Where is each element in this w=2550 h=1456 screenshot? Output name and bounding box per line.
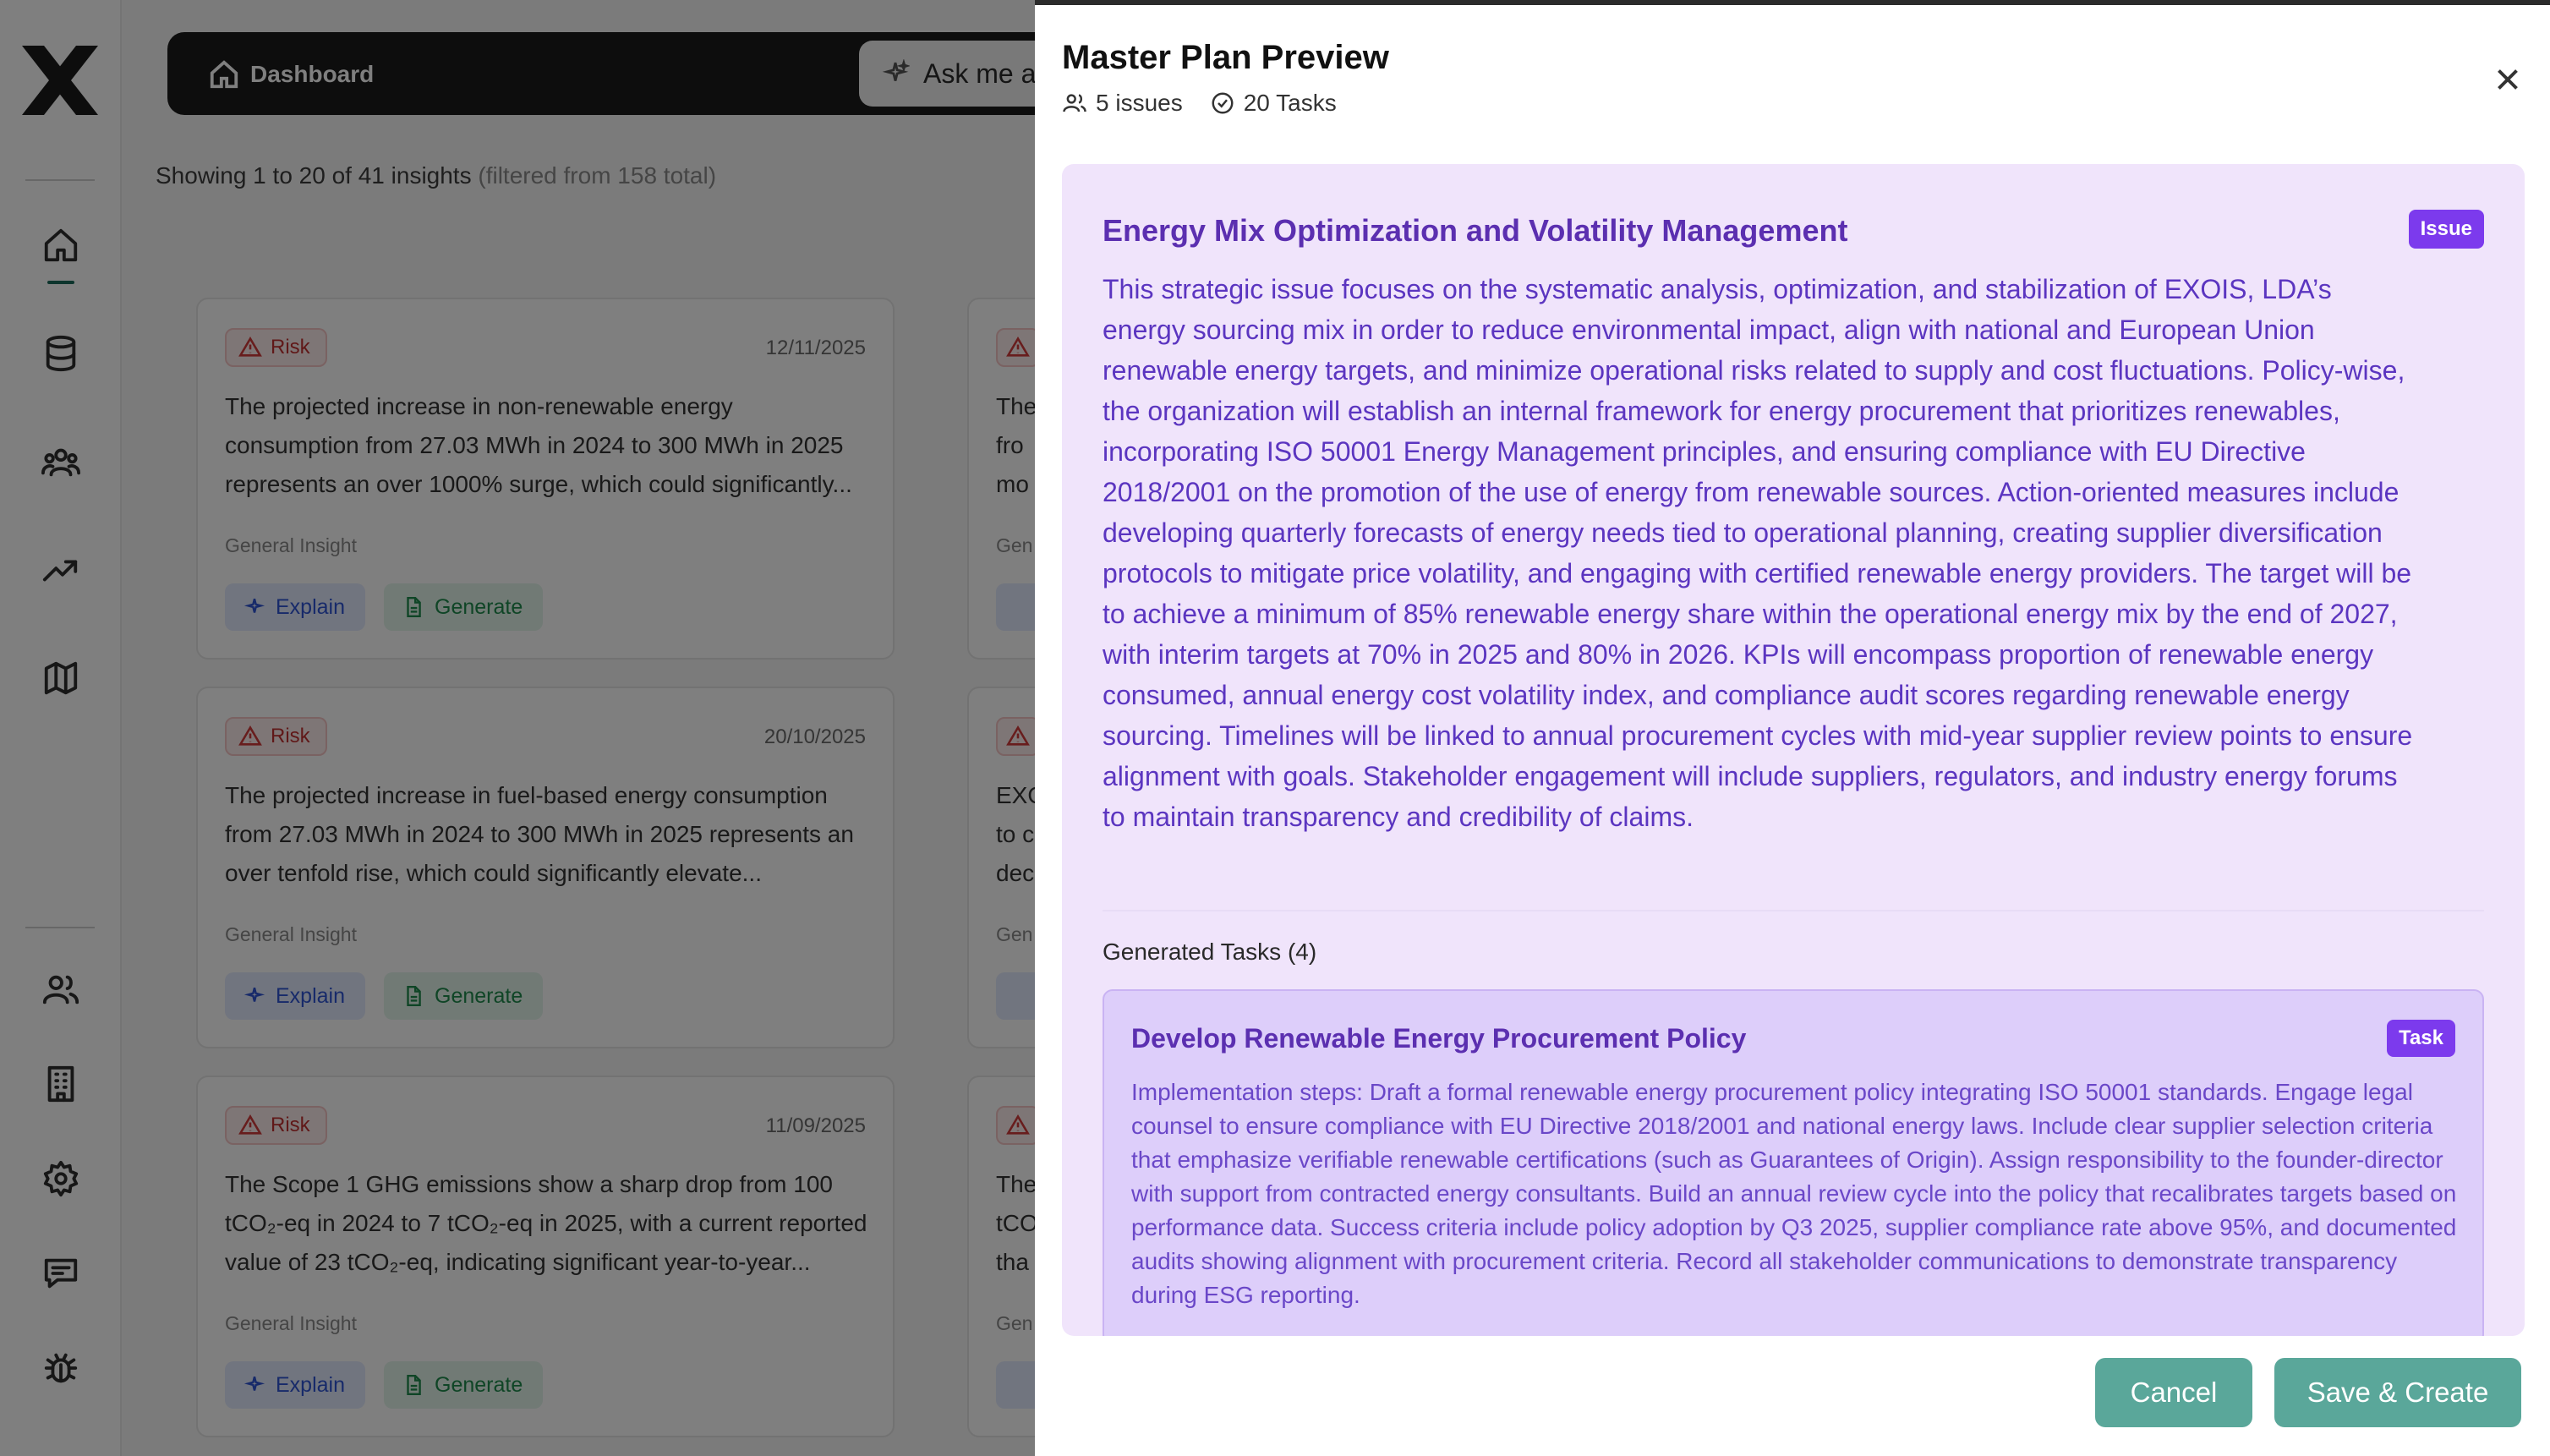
close-button[interactable] [2489,61,2526,98]
issues-count [1062,90,1183,117]
close-icon [2493,64,2523,95]
cancel-button[interactable]: Cancel [2095,1358,2252,1427]
master-plan-drawer [1035,5,2550,1456]
tasks-count [1210,90,1337,117]
issue-title: Energy Mix Optimization and Volatility Management [1103,213,1848,248]
task-title: Develop Renewable Energy Procurement Policy [1131,1023,1747,1054]
task-badge: Task [2387,1020,2455,1057]
issue-card [1062,164,2525,1336]
drawer-title: Master Plan Preview [1062,39,1389,76]
issues-count-label: 5 issues [1096,90,1183,116]
check-circle-icon [1210,90,1235,116]
issue-badge: Issue [2409,210,2484,249]
issue-divider [1103,910,2484,911]
users-icon [1062,90,1087,116]
task-description: Implementation steps: Draft a formal renewable energy procurement policy integrating ISO 50001 standards. Engage legal counsel to ensure compliance with EU Directive 2018/2001 and national energy laws. Include clear supplier selection criteria that emphasize verifiable renewable certifications (such as Guarantees of Origin). Assign responsibility to the founder-director with support from contracted energy consultants. Build an annual review cycle into the policy that recalibrates targets based on performance data. Success criteria include policy adoption by Q3 2025, supplier compliance rate above 95%, and documented audits showing alignment with procurement criteria. Record all stakeholder communications to demonstrate transparency during ESG reporting. [1131,1079,2457,1308]
issue-description: This strategic issue focuses on the systematic analysis, optimization, and stabilization of EXOIS, LDA’s energy sourcing mix in order to reduce environmental impact, align with national and European Union renewable energy targets, and minimize operational risks related to supply and cost fluctuations. Policy-wise, the organization will establish an internal framework for energy procurement that prioritizes renewables, incorporating ISO 50001 Energy Management principles, and ensuring compliance with EU Directive 2018/2001 on the promotion of the use of energy from renewable sources. Action-oriented measures include developing quarterly forecasts of energy needs tied to operational planning, creating supplier diversification protocols to mitigate price volatility, and engaging with certified renewable energy providers. The target will be to achieve a minimum of 85% renewable energy share within the operational energy mix by the end of 2027, with interim targets at 70% in 2025 and 80% in 2026. KPIs will encompass proportion of renewable energy consumed, annual energy cost volatility index, and compliance audit scores regarding renewable energy sourcing. Timelines will be linked to annual procurement cycles with mid-year supplier review points to ensure alignment with goals. Stakeholder engagement will include suppliers, regulators, and industry energy forums to maintain transparency and credibility of claims. [1103,274,2413,832]
generated-tasks-heading: Generated Tasks (4) [1103,939,1317,965]
task-card [1103,989,2484,1336]
tasks-count-label: 20 Tasks [1243,90,1337,116]
save-and-create-button[interactable]: Save & Create [2274,1358,2521,1427]
drawer-meta [1062,90,1337,117]
